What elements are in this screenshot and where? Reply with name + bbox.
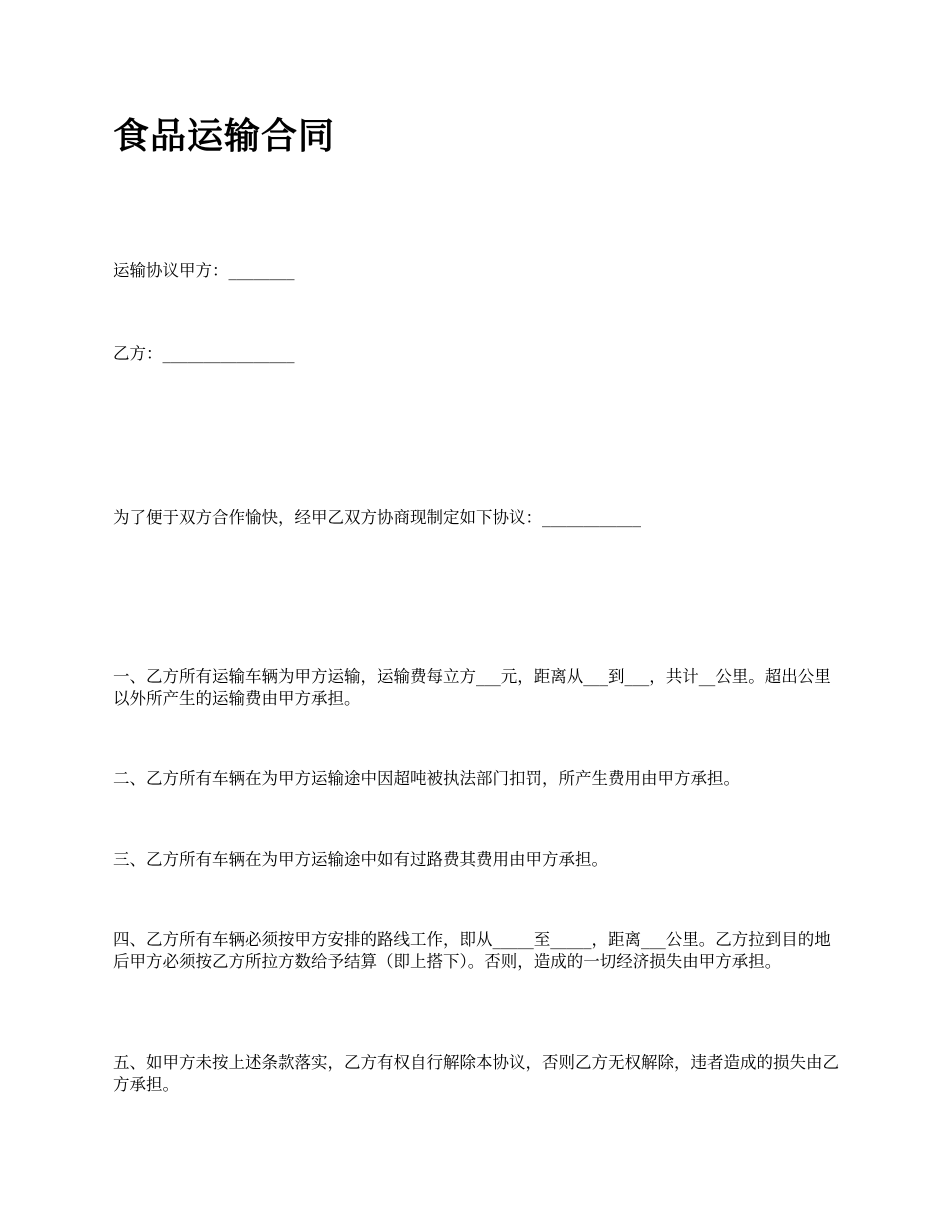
party-a-line: 运输协议甲方：________ [113,261,295,280]
document-title: 食品运输合同 [113,115,336,157]
clause-3: 三、乙方所有车辆在为甲方运输途中如有过路费其费用由甲方承担。 [113,850,608,869]
party-b-line: 乙方：________________ [113,344,295,363]
clause-5: 五、如甲方未按上述条款落实，乙方有权自行解除本协议，否则乙方无权解除，违者造成的损失由乙方承担。 [113,1053,839,1094]
clause-2: 二、乙方所有车辆在为甲方运输途中因超吨被执法部门扣罚，所产生费用由甲方承担。 [113,769,740,788]
clause-4: 四、乙方所有车辆必须按甲方安排的路线工作，即从_____至_____，距离___公里。乙方拉到目的地后甲方必须按乙方所拉方数给予结算（即上搭下）。否则，造成的一切经济损失由甲方承担。 [113,930,831,971]
intro-line: 为了便于双方合作愉快，经甲乙双方协商现制定如下协议：____________ [113,508,641,527]
clause-1: 一、乙方所有运输车辆为甲方运输，运输费每立方___元，距离从___到___，共计__公里。超出公里以外所产生的运输费由甲方承担。 [113,667,831,708]
